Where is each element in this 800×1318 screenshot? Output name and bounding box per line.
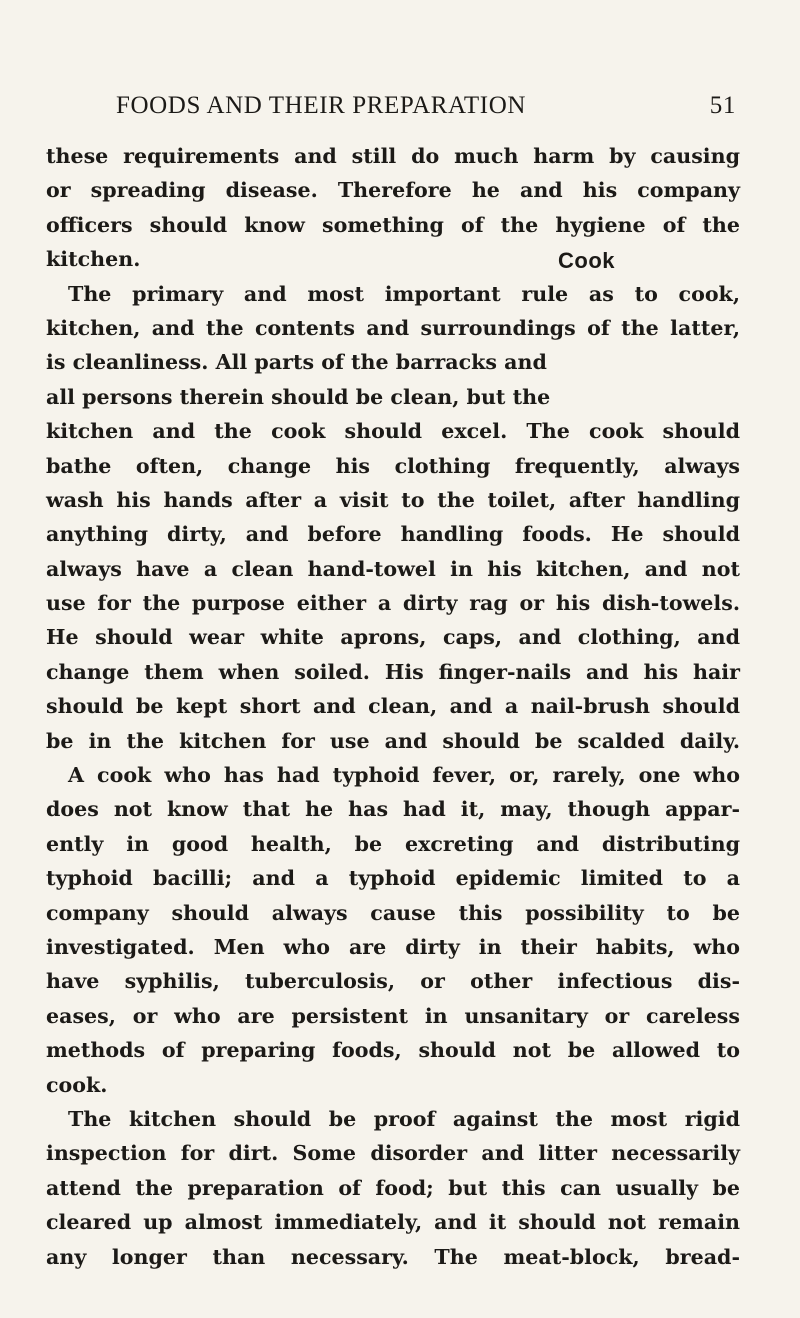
text-line: kitchen and the cook should excel. The cook should <box>46 419 740 444</box>
text-line: does not know that he has had it, may, though appar- <box>46 797 740 822</box>
text-line: be in the kitchen for use and should be scalded daily. <box>46 728 740 753</box>
text-line: anything dirty, and before handling foods. He should <box>46 522 740 547</box>
text-line: is cleanliness. All parts of the barracks and <box>46 350 547 375</box>
text-line: methods of preparing foods, should not be allowed to <box>46 1038 740 1063</box>
text-line: cleared up almost immediately, and it should not remain <box>46 1210 740 1235</box>
margin-note: Cook <box>558 248 615 273</box>
text-line: bathe often, change his clothing frequently, always <box>46 453 740 478</box>
text-line: The kitchen should be proof against the most rigid <box>68 1106 740 1131</box>
text-line: attend the preparation of food; but this can usually be <box>46 1175 740 1200</box>
text-line: ently in good health, be excreting and distributing <box>46 831 740 856</box>
text-line: use for the purpose either a dirty rag or his dish-towels. <box>46 591 740 616</box>
running-header <box>116 92 736 126</box>
text-line: always have a clean hand-towel in his kitchen, and not <box>46 556 740 581</box>
text-line: eases, or who are persistent in unsanitary or careless <box>46 1003 740 1028</box>
text-line: change them when soiled. His finger-nails and his hair <box>46 659 740 684</box>
text-line: typhoid bacilli; and a typhoid epidemic limited to a <box>46 866 740 891</box>
text-line: should be kept short and clean, and a nail-brush should <box>46 694 740 719</box>
text-line: investigated. Men who are dirty in their habits, who <box>46 934 740 959</box>
body-text <box>46 139 740 1274</box>
text-line: any longer than necessary. The meat-block, bread- <box>46 1244 740 1269</box>
text-line: cook. <box>46 1072 108 1097</box>
text-line: these requirements and still do much harm by causing <box>46 144 740 168</box>
text-line: A cook who has had typhoid fever, or, rarely, one who <box>68 763 740 788</box>
text-line: officers should know something of the hygiene of the <box>46 212 740 237</box>
running-title: FOODS AND THEIR PREPARATION <box>116 92 527 119</box>
text-line: The primary and most important rule as to cook, <box>68 281 740 306</box>
text-line: wash his hands after a visit to the toilet, after handling <box>46 487 740 512</box>
text-line: or spreading disease. Therefore he and his company <box>46 178 740 203</box>
text-line: kitchen. <box>46 247 141 272</box>
text-line: have syphilis, tuberculosis, or other infectious dis- <box>46 969 740 994</box>
page-number: 51 <box>709 92 736 119</box>
text-line: company should always cause this possibility to be <box>46 900 740 925</box>
text-line: all persons therein should be clean, but the <box>46 384 551 409</box>
text-line: inspection for dirt. Some disorder and litter necessarily <box>46 1141 740 1166</box>
text-line: He should wear white aprons, caps, and clothing, and <box>46 625 740 650</box>
text-line: kitchen, and the contents and surroundings of the latter, <box>46 315 740 340</box>
